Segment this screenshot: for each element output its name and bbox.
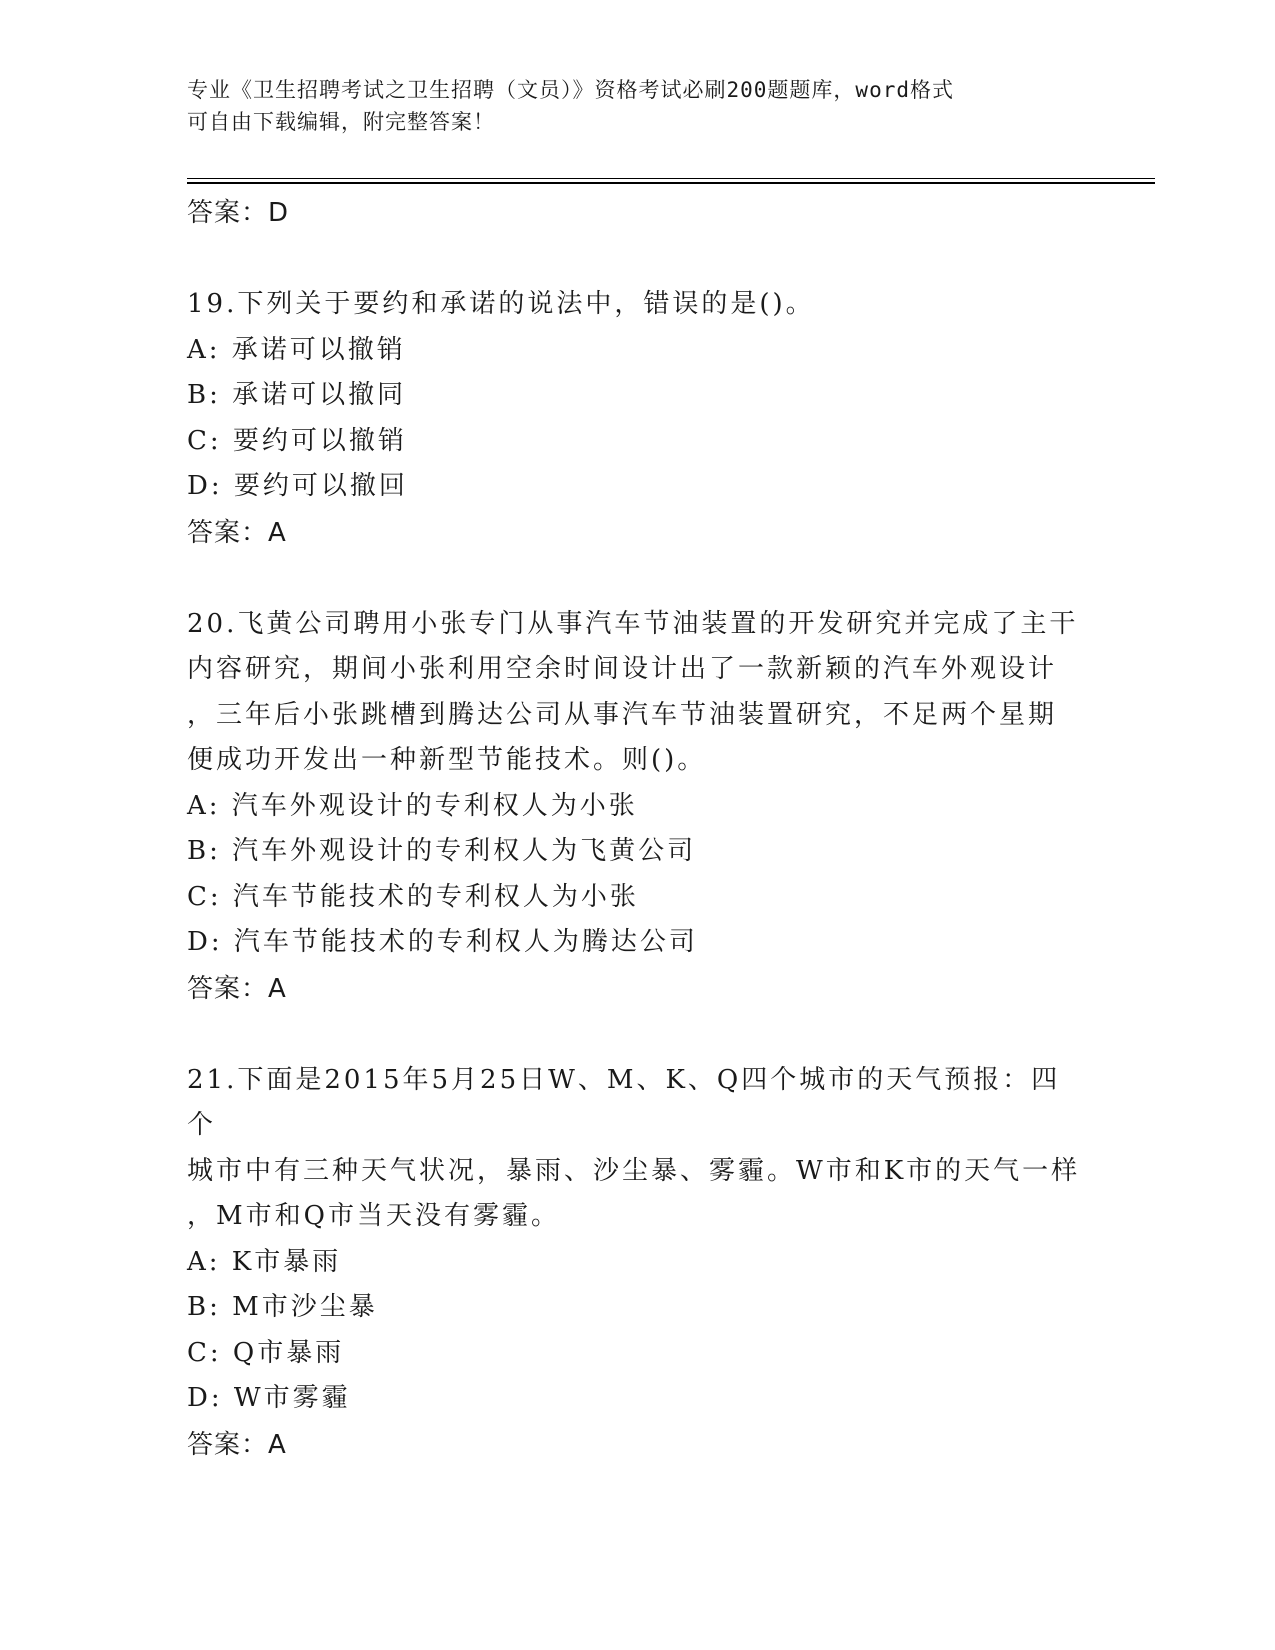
option-b: B: 承诺可以撤同 xyxy=(187,380,407,410)
question-stem-line: ，三年后小张跳槽到腾达公司从事汽车节油装置研究，不足两个星期 xyxy=(187,699,1058,730)
question-stem-line: 城市中有三种天气状况，暴雨、沙尘暴、雾霾。W市和K市的天气一样 xyxy=(187,1155,1081,1186)
spacer xyxy=(187,556,1087,602)
question-block xyxy=(187,1058,1087,1468)
option-a: A: K市暴雨 xyxy=(187,1246,342,1277)
option-d: D: 要约可以撤回 xyxy=(187,471,408,501)
spacer xyxy=(187,236,1087,282)
question-stem-line: 便成功开发出一种新型节能技术。则()。 xyxy=(187,745,707,775)
question-stem-line: 内容研究，期间小张利用空余时间设计出了一款新颖的汽车外观设计 xyxy=(187,654,1058,684)
option-c: C: Q市暴雨 xyxy=(187,1337,345,1368)
spacer xyxy=(187,1012,1087,1058)
option-b: B: 汽车外观设计的专利权人为飞黄公司 xyxy=(187,836,697,866)
question-stem-line: ，M市和Q市当天没有雾霾。 xyxy=(187,1201,560,1231)
page-header xyxy=(187,74,1067,138)
option-c: C: 汽车节能技术的专利权人为小张 xyxy=(187,881,639,912)
header-divider-thick xyxy=(187,182,1155,184)
option-c: C: 要约可以撤销 xyxy=(187,425,407,456)
question-block xyxy=(187,282,1087,556)
option-a: A: 汽车外观设计的专利权人为小张 xyxy=(187,790,638,821)
answer-line: 答案：A xyxy=(187,517,287,548)
question-stem-line: 19.下列关于要约和承诺的说法中，错误的是()。 xyxy=(187,289,815,319)
header-divider-thin xyxy=(187,178,1155,179)
question-stem-line: 21.下面是2015年5月25日W、M、K、Q四个城市的天气预报：四个 xyxy=(187,1064,1061,1140)
option-a: A: 承诺可以撤销 xyxy=(187,334,406,365)
header-line-1: 专业《卫生招聘考试之卫生招聘（文员）》资格考试必刷200题题库，word格式 xyxy=(187,78,954,102)
question-list xyxy=(187,190,1087,1468)
option-d: D: W市雾霾 xyxy=(187,1383,351,1413)
option-b: B: M市沙尘暴 xyxy=(187,1292,378,1322)
answer-line: 答案：D xyxy=(187,198,290,228)
header-line-2: 可自由下载编辑，附完整答案！ xyxy=(187,110,495,134)
question-block xyxy=(187,602,1087,1012)
answer-line: 答案：A xyxy=(187,973,287,1004)
option-d: D: 汽车节能技术的专利权人为腾达公司 xyxy=(187,927,698,957)
question-stem-line: 20.飞黄公司聘用小张专门从事汽车节油装置的开发研究并完成了主干 xyxy=(187,608,1079,639)
answer-line: 答案：A xyxy=(187,1429,287,1460)
